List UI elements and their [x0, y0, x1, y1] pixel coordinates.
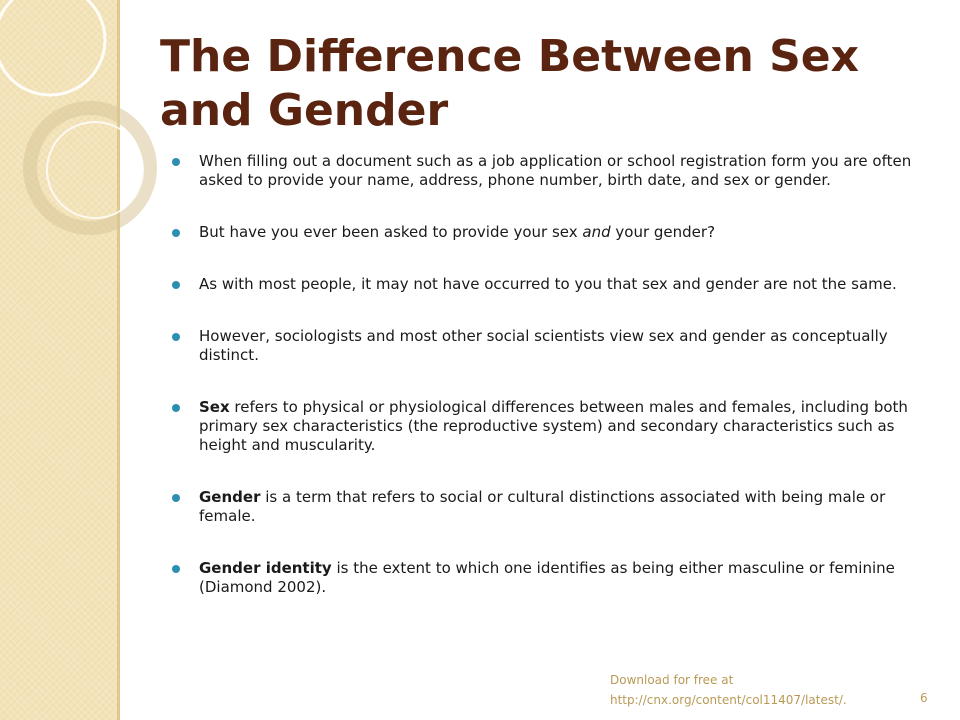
bullet-text	[199, 223, 715, 241]
bullet-term: Sex	[199, 398, 230, 416]
bullet-marker-icon	[172, 404, 180, 412]
bullet-emphasis: and	[582, 223, 611, 241]
bullet-list	[168, 152, 930, 630]
bullet-text	[199, 488, 885, 525]
bullet-marker-icon	[172, 565, 180, 573]
bullet-text-segment: As with most people, it may not have occurred to you that sex and gender are not the same.	[199, 275, 897, 293]
decorative-circle-large	[0, 0, 105, 95]
bullet-marker-icon	[172, 158, 180, 166]
source-footer-note: Download for free at http://cnx.org/content/col11407/latest/.	[610, 673, 847, 707]
bullet-item	[168, 152, 930, 190]
bullet-text	[199, 559, 895, 596]
bullet-text	[199, 275, 897, 293]
bullet-term: Gender	[199, 488, 261, 506]
bullet-term: Gender identity	[199, 559, 332, 577]
decorative-circles	[0, 0, 160, 300]
decorative-circle-small	[47, 122, 143, 218]
bullet-item	[168, 398, 930, 455]
bullet-text-segment: But have you ever been asked to provide your sex	[199, 223, 583, 241]
bullet-marker-icon	[172, 333, 180, 341]
bullet-text-segment: However, sociologists and most other social scientists view sex and gender as conceptually distinct.	[199, 327, 888, 364]
bullet-item	[168, 327, 930, 365]
bullet-item	[168, 275, 930, 294]
bullet-marker-icon	[172, 229, 180, 237]
bullet-item	[168, 223, 930, 242]
bullet-item	[168, 559, 930, 597]
bullet-text	[199, 152, 911, 189]
bullet-marker-icon	[172, 494, 180, 502]
bullet-text-segment: refers to physical or physiological differences between males and females, including both primary sex characteristics (the reproductive system) and secondary characteristics such as height and muscularity.	[199, 398, 908, 454]
bullet-text-segment: When filling out a document such as a job application or school registration form you are often asked to provide your name, address, phone number, birth date, and sex or gender.	[199, 152, 912, 189]
bullet-text-segment: your gender?	[610, 223, 716, 241]
bullet-marker-icon	[172, 281, 180, 289]
bullet-text-segment: is the extent to which one identifies as being either masculine or feminine (Diamond 2002).	[199, 559, 895, 596]
bullet-text	[199, 398, 908, 454]
slide-title: The Difference Between Sex and Gender	[160, 31, 859, 136]
bullet-text-segment: is a term that refers to social or cultural distinctions associated with being male or female.	[199, 488, 886, 525]
bullet-item	[168, 488, 930, 526]
bullet-text	[199, 327, 888, 364]
page-number: 6	[920, 691, 928, 705]
